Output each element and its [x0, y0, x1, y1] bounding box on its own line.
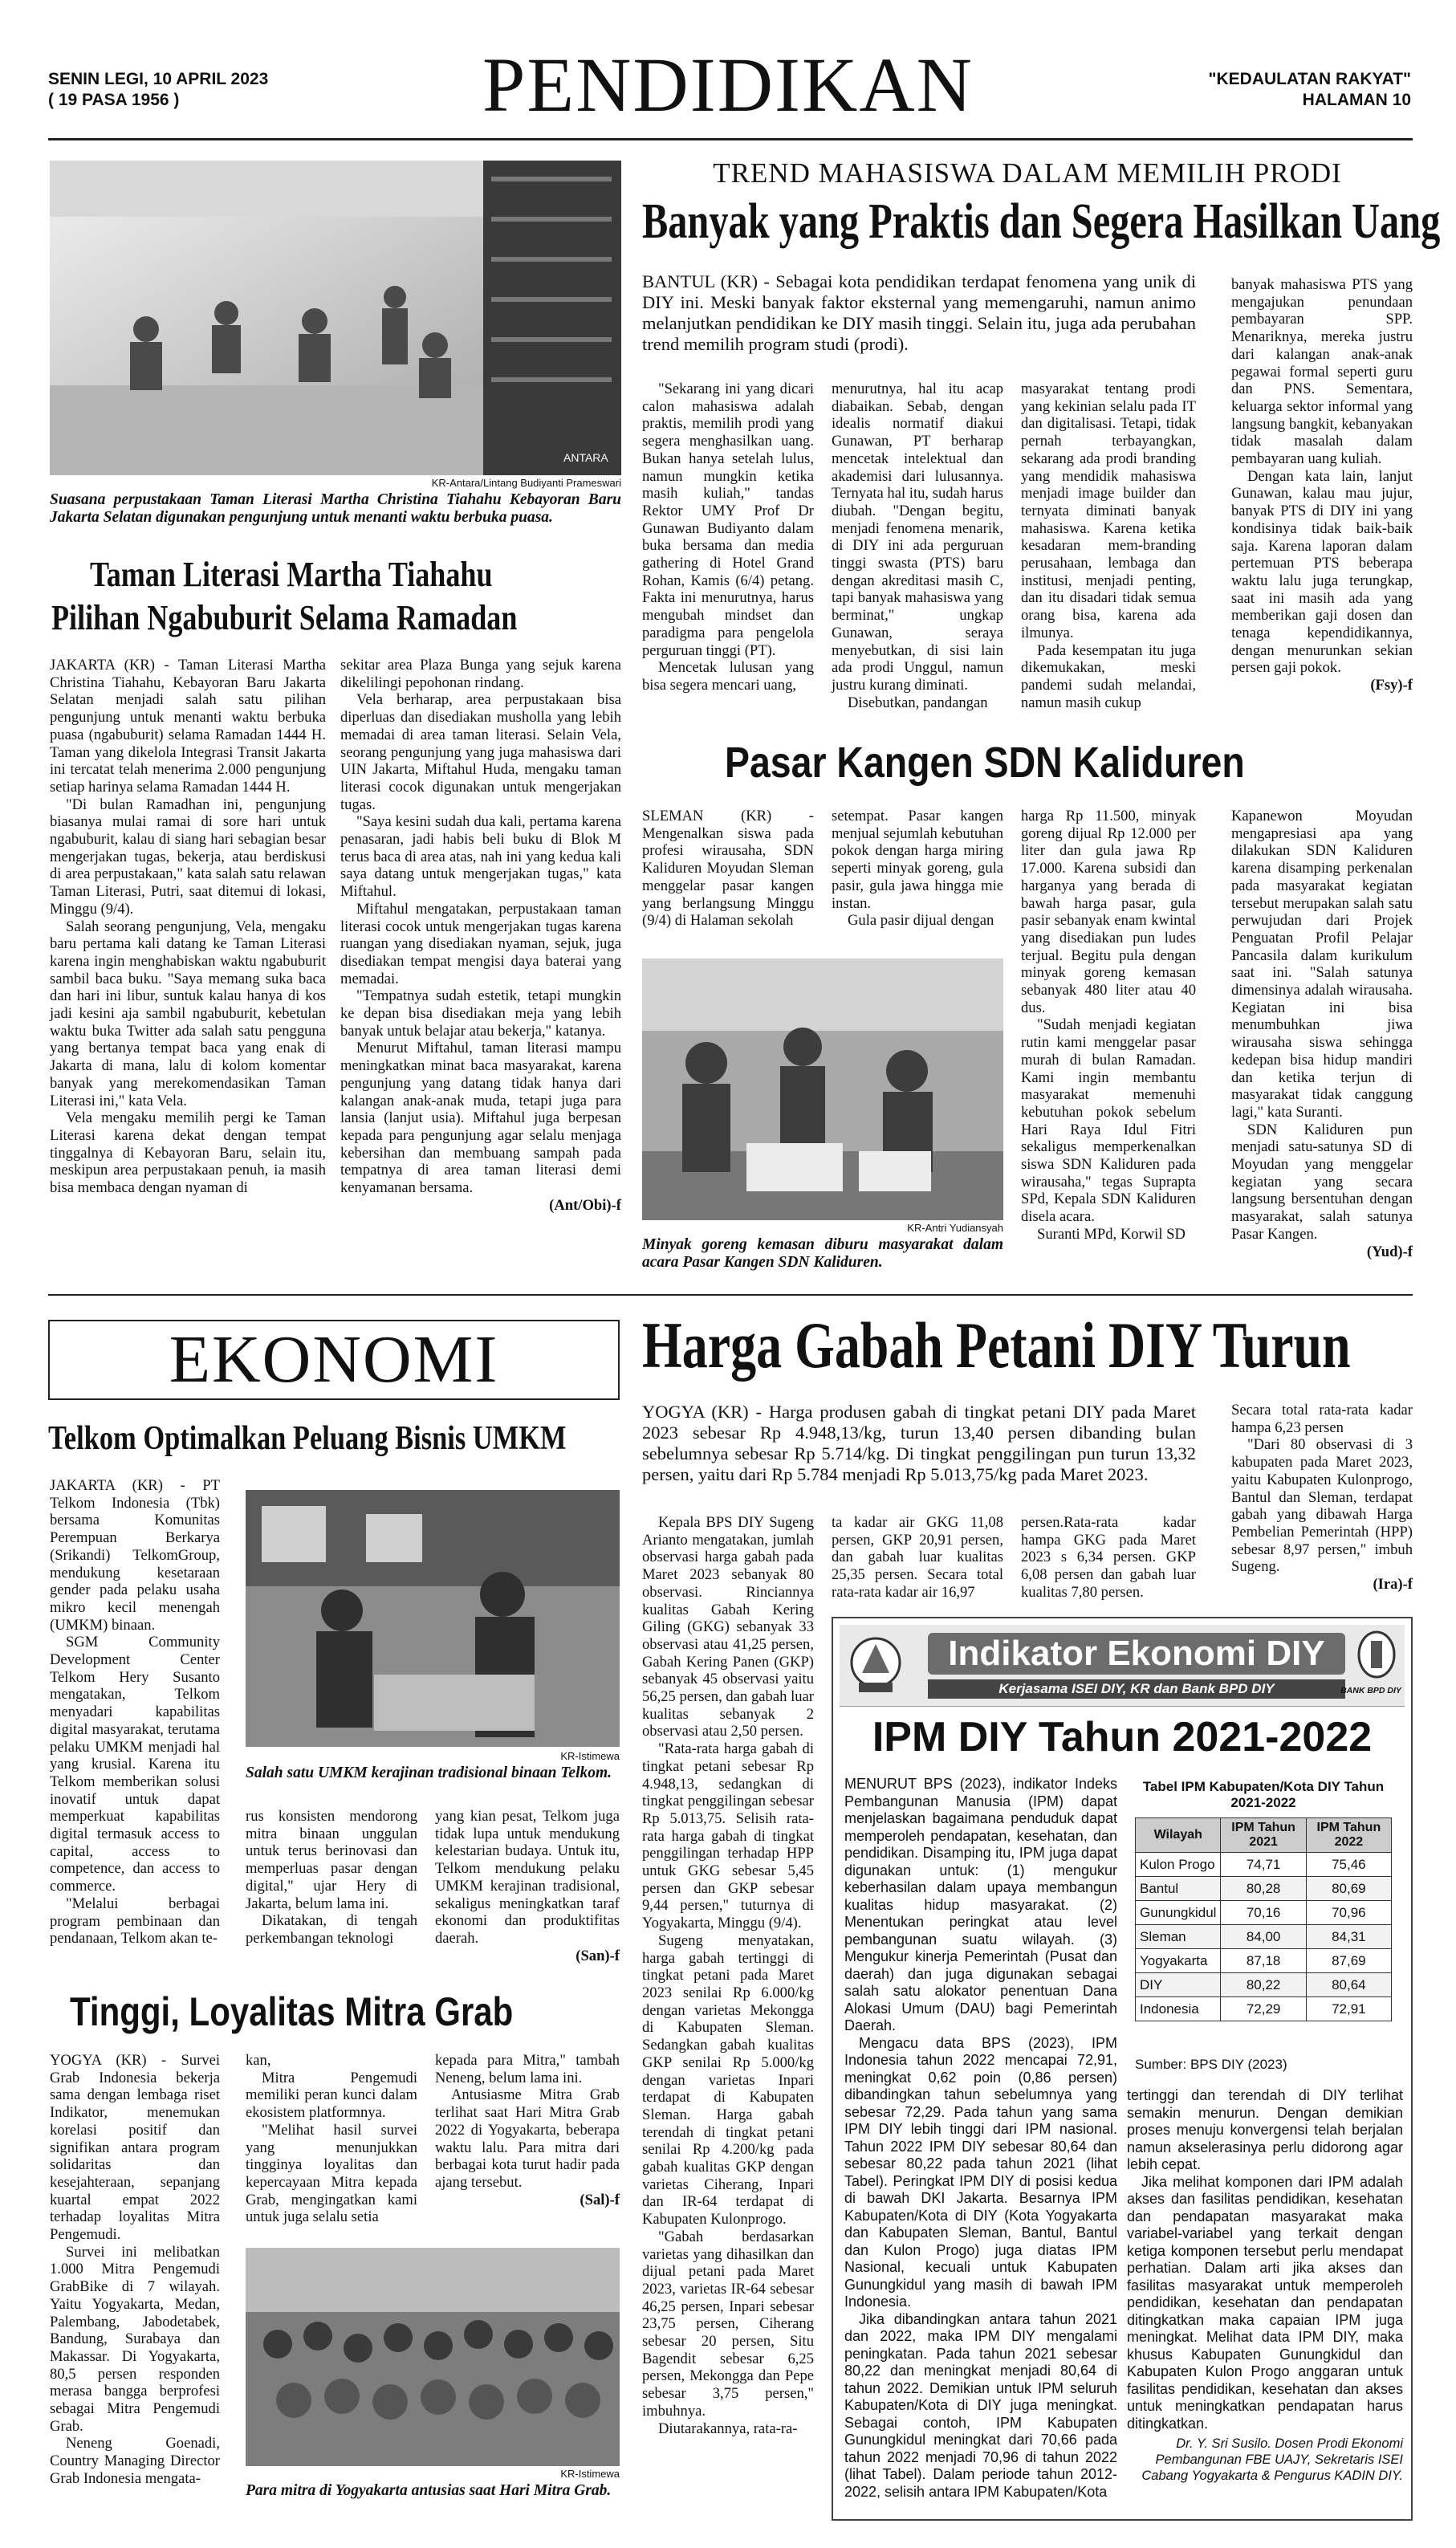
gabah-p7: persen.Rata-rata kadar hampa GKG pada Maret 2023 s 6,34 persen. GKP 6,08 persen dan gabah luar kualitas 7,80 persen. — [1021, 1514, 1196, 1601]
ekonomi-title: EKONOMI — [169, 1322, 499, 1397]
trend-p1: "Sekarang ini yang dicari calon mahasiswa adalah praktis, memilih prodi yang segera menghasilkan uang. Bukan hanya setelah lulus, namun mungkin ketika masih kuliah," tandas Rektor UMY Prof Dr Gunawan Budiyanto dalam buka bersama dan media gathering di Hotel Grand Rohan, Kamis (6/4) petang. Fakta ini menurutnya, harus mengubah mindset dan paradigma para pengelola perguruan tinggi (PT). — [642, 381, 814, 659]
taman-headline-row2 — [50, 597, 621, 639]
table-row — [1136, 1997, 1392, 2021]
ipm-table-title: Tabel IPM Kabupaten/Kota DIY Tahun 2021-2022 — [1142, 1779, 1385, 1810]
trend-col3 — [1021, 381, 1196, 711]
pasar-headline-wrap — [642, 737, 1413, 788]
page-number: HALAMAN 10 — [1302, 91, 1411, 109]
pasar-p7: Kapanewon Moyudan mengapresiasi apa yang dilakukan SDN Kaliduren karena disamping perkenalan pada masyarakat kegiatan tersebut merupakan salah satu perwujudan dari Projek Penguatan Profil Pelajar Pancasila dalam kurikulum saat ini. "Salah satunya dimensinya adalah wirausaha. Kegiatan ini bisa menumbuhkan jiwa wirausaha siswa sehingga kedepan bisa hidup mandiri dan ketika terjun di masyarakat tidak canggung lagi," kata Suranti. — [1231, 808, 1413, 1121]
trend-headline: Banyak yang Praktis dan Segera Hasilkan Uang — [642, 194, 1441, 249]
grab-p8: Antusiasme Mitra Grab terlihat saat Hari Mitra Grab 2022 di Yogyakarta, beberapa waktu lalu. Para mitra dari berbagai kota turut hadir pada ajang tersebut. — [435, 2086, 620, 2191]
grab-caption: Para mitra di Yogyakarta antusias saat Hari Mitra Grab. — [246, 2482, 612, 2499]
grab-headline-wrap — [48, 1988, 620, 2036]
cell-region: Yogyakarta — [1136, 1949, 1221, 1973]
ipm-headline: IPM DIY Tahun 2021-2022 — [872, 1714, 1373, 1760]
masthead-rule — [48, 138, 1413, 140]
gabah-p2: "Rata-rata harga gabah di tingkat petani sebesar Rp 4.948,13, sedangkan di tingkat penggilingan sebesar Rp 5.013,75. Selisih rata-rata harga gabah di tingkat penggilingan terhadap HPP untuk GKG sebesar 5,45 persen dan GKP sebesar 9,44 persen," tuturnya di Yogyakarta, Minggu (9/4). — [642, 1740, 814, 1932]
ipm-col2 — [1127, 2087, 1403, 2484]
gabah-p1: Kepala BPS DIY Sugeng Arianto mengatakan, jumlah observasi harga gabah pada Maret 2023 sebanyak 80 observasi. Rinciannya kualitas Gabah Kering Giling (GKG) sebanyak 33 observasi atau 41,25 persen, Gabah Kering Panen (GKP) sebanyak 45 observasi yaitu 56,25 persen, dan gabah luar kualitas sebanyak 2 observasi atau 2,50 persen. — [642, 1514, 814, 1740]
telkom-photo — [246, 1490, 620, 1747]
pasar-col3 — [1021, 808, 1196, 1243]
ipm-banner — [840, 1625, 1405, 1707]
grab-headline: Tinggi, Loyalitas Mitra Grab — [70, 1989, 514, 2034]
grab-p5: Mitra Pengemudi memiliki peran kunci dalam ekosistem platformnya. — [246, 2069, 417, 2122]
taman-p5: sekitar area Plaza Bunga yang sejuk karena dikelilingi pepohonan rindang. — [340, 657, 621, 691]
ipm-banner-title: Indikator Ekonomi DIY — [928, 1633, 1345, 1675]
pasar-p8: SDN Kaliduren pun menjadi satu-satunya SD di Moyudan yang menggelar kegiatan yang secara langsung bersentuhan dengan masyarakat, salah satunya Pasar Kangen. — [1231, 1121, 1413, 1243]
date: SENIN LEGI, 10 APRIL 2023 — [48, 70, 269, 88]
pasar-p1: SLEMAN (KR) - Mengenalkan siswa pada profesi wirausaha, SDN Kaliduren Moyudan Sleman menggelar pasar kangen yang berlangsung Minggu (9/4) di Halaman sekolah — [642, 808, 814, 930]
taman-headline-2: Pilihan Ngabuburit Selama Ramadan — [51, 598, 518, 637]
cell-2022: 80,69 — [1306, 1877, 1391, 1901]
cell-region: Gunungkidul — [1136, 1901, 1221, 1925]
gabah-headline: Harga Gabah Petani DIY Turun — [642, 1309, 1351, 1382]
gabah-p5: Diutarakannya, rata-ra- — [658, 2420, 798, 2437]
library-caption: Suasana perpustakaan Taman Literasi Martha Christina Tiahahu Kebayoran Baru Jakarta Selatan digunakan pengunjung untuk menanti waktu berbuka puasa. — [50, 491, 621, 526]
library-photo — [50, 161, 621, 475]
trend-p5: masyarakat tentang prodi yang kekinian selalu pada IT dan digitalisasi. Tetapi, tidak pernah terbayangkan, sekarang ada prodi branding yang mendidik mahasiswa menjadi image builder dan ternyata diminati banyak mahasiswa. Karena ketika kesadaran mem-branding perusahaan, lembaga dan institusi, menjadi penting, dan itu disadari tidak semua orang bisa, karena ada ilmunya. — [1021, 381, 1196, 641]
cell-2022: 80,64 — [1306, 1973, 1391, 1997]
trend-p8: Dengan kata lain, lanjut Gunawan, kalau mau jujur, banyak PTS di DIY ini yang kondisinya tidak baik-baik saja. Karena laporan dalam pertemuan PTS beberapa waktu lalu juga terungkap, saat ini masih ada yang memberikan gaji dosen dan tenaga kependidikannya, dengan menurunkan sekian persen gaji pokok. — [1231, 467, 1413, 677]
telkom-p2: SGM Community Development Center Telkom Hery Susanto mengatakan, Telkom menyadari kapabilitas digital masyarakat, terutama pelaku UMKM menjadi hal yang krusial. Karena itu Telkom memberikan solusi inovatif untuk dapat memperkuat kapabilitas digital termasuk access to capital, access to competence, dan access to commerce. — [50, 1634, 220, 1895]
cell-2021: 72,29 — [1221, 1997, 1306, 2021]
pasar-p4: harga Rp 11.500, minyak goreng dijual Rp 12.000 per liter dan gula jawa Rp 17.000. Karena subsidi dan harganya yang berada di bawah harga pasar, gula pasir sebanyak enam kwintal yang disediakan pun ludes terjual. Begitu pula dengan minyak goreng kemasan sebanyak 480 liter atau 40 dus. — [1021, 808, 1196, 1016]
grab-p2: Survei ini melibatkan 1.000 Mitra Pengemudi GrabBike di 7 wilayah. Yaitu Yogyakarta, Medan, Palembang, Jabodetabek, Bandung, Surabaya dan Makassar. Di Yogyakarta, 80,5 persen responden merasa bangga berprofesi sebagai Mitra Pengemudi Grab. — [50, 2243, 220, 2435]
grab-col2 — [246, 2052, 417, 2226]
trend-sign: (Fsy)-f — [1370, 677, 1413, 694]
ipm-p5: Jika melihat komponen dari IPM adalah akses dan fasilitas pendidikan, kesehatan dan pendapatan masyarakat maka variabel-variabel yang terkait dengan ketiga komponen tersebut perlu mendapat perhatian. Dalam arti jika akses dan fasilitas masyarakat untuk memperoleh pendidikan, kesehatan dan pendapatan ditingkatkan maka capaian IPM juga meningkat. Melihat data IPM DIY, maka khusus Kabupaten Gunungkidul dan Kabupaten Kulon Progo anggaran untuk fasilitas pendidikan, kesehatan dan akses untuk meningkatkan pendapatan harus ditingkatkan. — [1127, 2173, 1403, 2432]
th-2022: IPM Tahun 2022 — [1306, 1818, 1391, 1853]
ipm-p4: tertinggi dan terendah di DIY terlihat semakin menurun. Dengan demikian proses menuju konvergensi telah berjalan namun akselerasinya perlu didorong agar lebih cepat. — [1127, 2087, 1403, 2172]
ipm-p1: MENURUT BPS (2023), indikator Indeks Pembangunan Manusia (IPM) dapat menjelaskan bagaimana penduduk dapat memperoleh pendapatan, kesehatan, dan pendidikan. Disamping itu, IPM juga dapat digunakan untuk: (1) mengukur keberhasilan dalam upaya membangun kualitas hidup masyarakat. (2) Menentukan peringkat atau level pembangunan suatu wilayah. (3) Mengukur kinerja Pemerintah (Pusat dan daerah) dan juga digunakan sebagai salah satu alokator penentuan Dana Alokasi Umum (DAU) bagi Pemerintah Daerah. — [844, 1776, 1117, 2033]
cell-2021: 87,18 — [1221, 1949, 1306, 1973]
taman-col2 — [340, 657, 621, 1215]
taman-p4: Vela mengaku memilih pergi ke Taman Literasi karena dekat dengan tempat tinggalnya di Kebayoran Baru, selain itu, meskipun area perpustakaan penuh, ia masih bisa membaca dengan nyaman di — [50, 1109, 326, 1197]
telkom-p1: JAKARTA (KR) - PT Telkom Indonesia (Tbk) bersama Komunitas Perempuan Berkarya (Srikandi) TelkomGroup, mendukung kesetaraan gender pada pelaku usaha mikro kecil menengah (UMKM) binaan. — [50, 1477, 220, 1634]
gabah-col2 — [832, 1514, 1003, 1602]
pasa: ( 19 PASA 1956 ) — [48, 91, 180, 109]
trend-headline-wrap — [642, 193, 1441, 250]
pasar-caption: Minyak goreng kemasan diburu masyarakat dalam acara Pasar Kangen SDN Kaliduren. — [642, 1236, 1003, 1271]
ipm-table-source: Sumber: BPS DIY (2023) — [1135, 2057, 1287, 2072]
section-title: PENDIDIKAN — [482, 42, 974, 128]
masthead-paper — [1209, 69, 1411, 111]
cell-2021: 74,71 — [1221, 1853, 1306, 1877]
grab-p3: Neneng Goenadi, Country Managing Director Grab Indonesia mengata- — [50, 2435, 220, 2487]
ipm-table-header — [1136, 1818, 1392, 1853]
paper-name: "KEDAULATAN RAKYAT" — [1208, 70, 1411, 88]
bpd-logo-icon — [1353, 1630, 1400, 1679]
cell-2021: 80,28 — [1221, 1877, 1306, 1901]
ipm-table — [1135, 1817, 1392, 2021]
taman-sign: (Ant/Obi)-f — [549, 1196, 621, 1214]
pasar-headline: Pasar Kangen SDN Kaliduren — [725, 739, 1246, 787]
cell-2022: 70,96 — [1306, 1901, 1391, 1925]
telkom-col1 — [50, 1477, 220, 1948]
gabah-headline-wrap — [642, 1309, 1413, 1382]
taman-p10: Menurut Miftahul, taman literasi mampu meningkatkan minat baca masyarakat, karena pengunjung yang datang tidak hanya dari kalangan anak-anak muda, tetapi juga para lansia (lanjut usia). Miftahul juga berpesan kepada para pengunjung agar selalu menjaga kebersihan dan membuang sampah pada tempatnya di area taman literasi demi kenyamanan bersama. — [340, 1040, 621, 1197]
grab-p6: "Melihat hasil survei yang menunjukkan tingginya loyalitas dan kepercayaan Mitra kepada Grab, mengingatkan kami untuk juga selalu setia — [246, 2121, 417, 2226]
ipm-p2: Mengacu data BPS (2023), IPM Indonesia tahun 2022 mencapai 72,91, meningkat 0,62 poin (0,86 persen) dibandingkan tahun sebelumnya yang sebesar 72,29. Pada tahun yang sama IPM DIY lebih tinggi dari IPM nasional. Tahun 2022 IPM DIY sebesar 80,64 dan sebesar 80,22 pada tahun 2021 (lihat Tabel). Peringkat IPM DIY di posisi kedua di bawah DKI Jakarta. Besarnya IPM Kabupaten/Kota di DIY (Kota Yogyakarta dan Kabupaten Sleman, Bantul, Bantul dan Kulon Progo) juga diatas IPM Nasional, kecuali untuk Kabupaten Gunungkidul yang masih di bawah IPM Indonesia. — [844, 2034, 1117, 2310]
trend-col1 — [642, 381, 814, 694]
pasar-p5: "Sudah menjadi kegiatan rutin kami menggelar pasar murah di bulan Ramadan. Kami ingin membantu masyarakat memenuhi kebutuhan pokok sebelum Hari Raya Idul Fitri sekaligus memperkenalkan siswa SDN Kaliduren pada wirausaha," tegas Suprapta SPd, Kepala SDN Kaliduren disela acara. — [1021, 1016, 1196, 1226]
bpd-label: BANK BPD DIY — [1340, 1686, 1401, 1695]
cell-2021: 84,00 — [1221, 1925, 1306, 1949]
ipm-author: Dr. Y. Sri Susilo. Dosen Prodi Ekonomi Pembangunan FBE UAJY, Sekretaris ISEI Cabang Yogyakarta & Pengurus KADIN DIY. — [1141, 2436, 1403, 2483]
ipm-banner-sub: Kerjasama ISEI DIY, KR dan Bank BPD DIY — [928, 1679, 1345, 1699]
taman-p9: "Tempatnya sudah estetik, tetapi mungkin ke depan bisa disediakan meja yang lebih banyak untuk belajar atau bekerja," katanya. — [340, 987, 621, 1040]
taman-p6: Vela berharap, area perpustakaan bisa diperluas dan disediakan musholla yang lebih memadai di area taman literasi. Selain Vela, seorang pengunjung yang juga mahasiswa dari UIN Jakarta, Miftahul Huda, mengaku taman literasi cocok digunakan untuk mengerjakan tugas. — [340, 691, 621, 813]
taman-p1: JAKARTA (KR) - Taman Literasi Martha Christina Tiahahu, Kebayoran Baru Jakarta Selatan menjadi salah satu pilihan pengunjung untuk menanti waktu berbuka puasa (ngabuburit) selama Ramadan 1444 H. Taman yang dikelola Integrasi Transit Jakarta ini tercatat telah menerima 2.000 pengunjung setiap harinya selama Ramadan 1444 H. — [50, 657, 326, 796]
trend-p7: banyak mahasiswa PTS yang mengajukan penundaan pembayaran SPP. Menariknya, mereka justru dari kalangan anak-anak pegawai formal seperti guru dan PNS. Sementara, keluarga sektor informal yang langsung bangkit, kebanyakan tidak masalah dalam pembayaran uang kuliah. — [1231, 276, 1413, 468]
gabah-col1 — [642, 1514, 814, 2437]
table-row — [1136, 1901, 1392, 1925]
taman-p8: Miftahul mengatakan, perpustakaan taman literasi cocok untuk mengerjakan tugas karena ruangan yang disediakan nyaman, sejuk, juga disediakan tempat mengisi daya baterai yang memadai. — [340, 900, 621, 987]
telkom-p3: "Melalui berbagai program pembinaan dan pendanaan, Telkom akan te- — [50, 1895, 220, 1948]
pasar-photo — [642, 959, 1003, 1220]
grab-col1 — [50, 2052, 220, 2488]
telkom-sign: (San)-f — [575, 1947, 620, 1964]
cell-region: DIY — [1136, 1973, 1221, 1997]
gabah-lead: YOGYA (KR) - Harga produsen gabah di tingkat petani DIY pada Maret 2023 sebesar Rp 4.948,13/kg, turun 13,40 persen dibanding bulan sebelumnya sebesar Rp 5.714/kg. Di tingkat penggilingan pun turun 13,32 persen, yaitu dari Rp 5.784 menjadi Rp 5.013,75/kg pada Maret 2023. — [642, 1402, 1196, 1484]
taman-col1 — [50, 657, 326, 1197]
telkom-headline: Telkom Optimalkan Peluang Bisnis UMKM — [48, 1420, 567, 1457]
telkom-caption: Salah satu UMKM kerajinan tradisional binaan Telkom. — [246, 1764, 612, 1781]
grab-p1: YOGYA (KR) - Survei Grab Indonesia bekerja sama dengan lembaga riset Indikator, menemukan korelasi positif dan signifikan antara program solidaritas dan kesejahteraan, sepanjang kuartal empat 2022 terhadap loyalitas Mitra Pengemudi. — [50, 2052, 220, 2244]
table-row — [1136, 1853, 1392, 1877]
trend-col4 — [1231, 276, 1413, 694]
trend-p4: Disebutkan, pandangan — [848, 694, 988, 711]
gabah-p4: "Gabah berdasarkan varietas yang dihasilkan dan dijual petani pada Maret 2023, varietas IR-64 sebesar 46,25 persen, Inpari sebesar 23,75 persen, Ciherang sebesar 20 persen, Situ Bagendit sebesar 6,25 persen, Mekongga dan Pepe sebesar 3,75 persen," imbuhnya. — [642, 2228, 814, 2420]
taman-p2: "Di bulan Ramadhan ini, pengunjung biasanya mulai ramai di sore hari untuk ngabuburit, kalau di siang hari sebagian besar mengerjakan tugas, bekerja, atau berdiskusi di area perpustakaan," kata salah satu relawan Taman Literasi, Putri, saat ditemui di lokasi, Minggu (9/4). — [50, 796, 326, 918]
cell-2021: 80,22 — [1221, 1973, 1306, 1997]
pasar-p3: Gula pasir dijual dengan — [848, 912, 994, 930]
pasar-photo-credit: KR-Antri Yudiansyah — [907, 1222, 1003, 1234]
table-row — [1136, 1925, 1392, 1949]
grab-photo-credit: KR-Istimewa — [560, 2468, 620, 2480]
pasar-col2 — [832, 808, 1003, 930]
cell-2022: 75,46 — [1306, 1853, 1391, 1877]
gabah-col3 — [1021, 1514, 1196, 1602]
taman-headline-1: Taman Literasi Martha Tiahahu — [90, 555, 493, 594]
taman-p7: "Saya kesini sudah dua kali, pertama karena penasaran, jadi habis beli buku di Blok M terus baca di area atas, nah ini yang kedua kali saya datang untuk mengerjakan tugas," kata Miftahul. — [340, 813, 621, 901]
taman-headline — [50, 554, 621, 596]
trend-p2: Mencetak lulusan yang bisa segera mencari uang, — [642, 659, 814, 694]
gabah-p9: "Dari 80 observasi di 3 kabupaten pada Maret 2023, yaitu Kabupaten Kulonprogo, Bantul dan Sleman, terdapat gabah yang dibawah Harga Pembelian Pemerintah (HPP) sebesar 8,97 persen," imbuh Sugeng. — [1231, 1436, 1413, 1576]
library-photo-credit: KR-Antara/Lintang Budiyanti Prameswari — [431, 477, 621, 489]
grab-sign: (Sal)-f — [580, 2191, 620, 2208]
ipm-col1 — [844, 1776, 1117, 2501]
telkom-headline-wrap — [48, 1419, 620, 1458]
trend-p3: menurutnya, hal itu acap diabaikan. Sebab, dengan idealis normatif diakui Gunawan, PT berharap mencetak intelektual dan akademisi dari lulusannya. Ternyata hal itu, sudah harus diubah. "Dengan begitu, menjadi fenomena menarik, di DIY ini ada perguruan tinggi swasta (PTS) baru dengan akreditasi masih C, tapi banyak mahasiswa yang berminat," ungkap Gunawan, seraya menyebutkan, di sisi lain ada prodi Unggul, namun justru kurang diminati. — [832, 381, 1004, 694]
grab-p7: kepada para Mitra," tambah Neneng, belum lama ini. — [435, 2052, 620, 2086]
cell-2022: 72,91 — [1306, 1997, 1391, 2021]
gabah-p8: Secara total rata-rata kadar hampa 6,23 persen — [1231, 1402, 1413, 1436]
cell-2022: 87,69 — [1306, 1949, 1391, 1973]
table-row — [1136, 1877, 1392, 1901]
telkom-col3 — [435, 1808, 620, 1964]
gabah-sign: (Ira)-f — [1373, 1576, 1413, 1594]
cell-region: Sleman — [1136, 1925, 1221, 1949]
ipm-box — [832, 1617, 1413, 2521]
cell-2021: 70,16 — [1221, 1901, 1306, 1925]
telkom-col2 — [246, 1808, 417, 1948]
telkom-p4: rus konsisten mendorong mitra binaan unggulan untuk terus berinovasi dan memperluas pasar dengan digital," ujar Hery di Jakarta, belum lama ini. — [246, 1808, 417, 1912]
trend-kicker: TREND MAHASISWA DALAM MEMILIH PRODI — [713, 157, 1342, 189]
trend-lead: BANTUL (KR) - Sebagai kota pendidikan terdapat fenomena yang unik di DIY ini. Meski banyak faktor eksternal yang memengaruhi, namun animo melanjutkan pendidikan ke DIY masih tinggi. Selain itu, juga ada perubahan trend memilih program studi (prodi). — [642, 271, 1196, 354]
isei-logo-icon — [848, 1634, 904, 1697]
table-row — [1136, 1949, 1392, 1973]
telkom-photo-credit: KR-Istimewa — [560, 1750, 620, 1762]
ipm-p3: Jika dibandingkan antara tahun 2021 dan 2022, maka IPM DIY mengalami peningkatan. Pada tahun 2021 sebesar 80,22 dan meningkat menjadi 80,64 di tahun 2022. Demikian untuk IPM seluruh Kabupaten/Kota di DIY juga meningkat. Sebagai contoh, IPM Kabupaten Gunungkidul meningkat dari 70,66 pada tahun 2022 menjadi 70,96 di tahun 2022 (lihat Tabel). Dalam periode tahun 2012-2022, selisih antara IPM Kabupaten/Kota — [844, 2310, 1117, 2500]
mid-rule — [48, 1294, 1413, 1296]
photo-watermark: ANTARA — [563, 451, 608, 464]
grab-photo — [246, 2248, 620, 2466]
gabah-p3: Sugeng menyatakan, harga gabah tertinggi di tingkat petani pada Maret 2023 senilai Rp 6.000/kg dengan varietas Mekongga di Kabupaten Sleman. Sedangkan gabah kualitas GKP senilai Rp 5.000/kg dengan varietas Inpari terdapat di Kabupaten Sleman. Harga gabah terendah di tingkat petani senilai Rp 4.200/kg pada gabah kualitas GKP dengan varietas Ciherang, Inpari dan IR-64 terdapat di Kabupaten Kulonprogo. — [642, 1931, 814, 2228]
trend-p6: Pada kesempatan itu juga dikemukakan, meski pandemi sudah melandai, namun masih cukup — [1021, 641, 1196, 711]
th-wilayah: Wilayah — [1136, 1818, 1221, 1853]
pasar-sign: (Yud)-f — [1366, 1243, 1413, 1260]
trend-col2 — [832, 381, 1003, 711]
pasar-col1 — [642, 808, 814, 930]
taman-p3: Salah seorang pengunjung, Vela, mengaku baru pertama kali datang ke Taman Literasi karena ingin menghabiskan waktu ngabuburit sambil baca buku. "Saya memang suka baca dan hari ini libur, suntuk kalau hanya di kos jadi kesini aja sambil ngabuburit, kebetulan waktu buka Twitter ada salah satu pengguna yang bertanya tempat baca yang enak di Jakarta di mana, lalu di kolom komentar banyak yang merekomendasikan Taman Literasi ini," kata Vela. — [50, 918, 326, 1109]
pasar-p2: setempat. Pasar kangen menjual sejumlah kebutuhan pokok dengan harga miring seperti minyak goreng, gula pasir, gula jawa hingga mie instan. — [832, 808, 1003, 912]
pasar-p6: Suranti MPd, Korwil SD — [1037, 1225, 1186, 1243]
grab-col3 — [435, 2052, 620, 2208]
th-2021: IPM Tahun 2021 — [1221, 1818, 1306, 1853]
cell-region: Bantul — [1136, 1877, 1221, 1901]
telkom-p5: Dikatakan, di tengah perkembangan teknologi — [246, 1912, 417, 1947]
gabah-col4 — [1231, 1402, 1413, 1594]
pasar-col4 — [1231, 808, 1413, 1260]
telkom-p6: yang kian pesat, Telkom juga tidak lupa untuk mendukung kelestarian budaya. Untuk itu, Telkom mendukung pelaku UMKM kerajinan tradisional, sekaligus meningkatkan taraf ekonomi dan produktifitas daerah. — [435, 1808, 620, 1947]
cell-2022: 84,31 — [1306, 1925, 1391, 1949]
grab-p4: kan, — [246, 2052, 271, 2069]
gabah-p6: ta kadar air GKG 11,08 persen, GKP 20,91 persen, dan gabah luar kualitas 25,35 persen. Secara total rata-rata kadar air 16,97 — [832, 1514, 1003, 1601]
cell-region: Indonesia — [1136, 1997, 1221, 2021]
table-row — [1136, 1973, 1392, 1997]
ekonomi-box — [48, 1320, 620, 1400]
cell-region: Kulon Progo — [1136, 1853, 1221, 1877]
